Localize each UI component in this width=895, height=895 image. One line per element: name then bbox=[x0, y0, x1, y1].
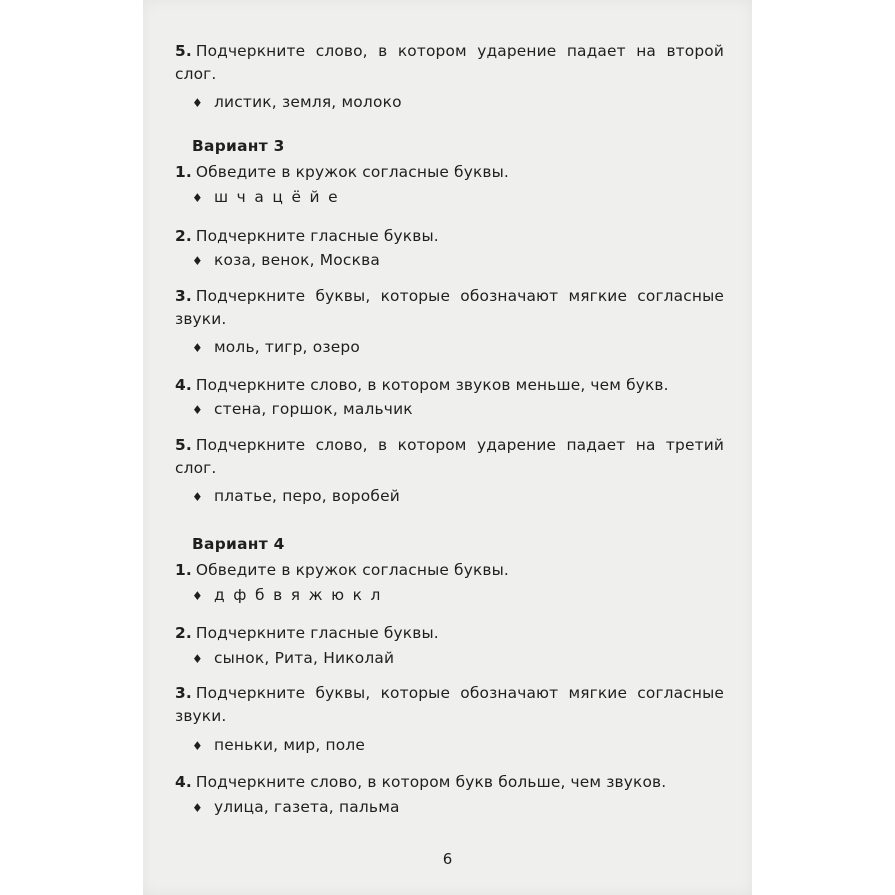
bullet-icon: ♦ bbox=[192, 652, 203, 666]
answer-line bbox=[192, 735, 365, 756]
bullet-icon: ♦ bbox=[192, 490, 203, 504]
task-text: Подчеркните слово, в котором ударение падает на третий слог. bbox=[175, 436, 724, 477]
task-top-5 bbox=[175, 40, 724, 86]
answer-text: листик, земля, молоко bbox=[214, 93, 402, 111]
task-v4-4 bbox=[175, 771, 724, 794]
task-number: 1. bbox=[175, 163, 192, 181]
task-v3-3 bbox=[175, 285, 724, 331]
bullet-icon: ♦ bbox=[192, 341, 203, 355]
workbook-page bbox=[143, 0, 752, 895]
variant-3-title: Вариант 3 bbox=[192, 137, 285, 155]
task-v4-2 bbox=[175, 622, 724, 645]
bullet-icon: ♦ bbox=[192, 191, 203, 205]
task-v4-1 bbox=[175, 559, 724, 582]
bullet-icon: ♦ bbox=[192, 801, 203, 815]
answer-text: дфбвяжюкл bbox=[214, 586, 389, 604]
task-text: Обведите в кружок согласные буквы. bbox=[195, 163, 509, 181]
bullet-icon: ♦ bbox=[192, 739, 203, 753]
answer-text: пеньки, мир, поле bbox=[214, 736, 366, 754]
task-text: Подчеркните гласные буквы. bbox=[195, 624, 439, 642]
answer-text: стена, горшок, мальчик bbox=[214, 400, 413, 418]
answer-text: улица, газета, пальма bbox=[214, 798, 400, 816]
task-text: Обведите в кружок согласные буквы. bbox=[195, 561, 509, 579]
task-v3-5 bbox=[175, 434, 724, 480]
answer-line bbox=[192, 250, 380, 271]
task-number: 5. bbox=[175, 436, 192, 454]
task-number: 1. bbox=[175, 561, 192, 579]
task-number: 4. bbox=[175, 773, 192, 791]
variant-4-title: Вариант 4 bbox=[192, 535, 285, 553]
answer-line bbox=[192, 337, 360, 358]
task-number: 5. bbox=[175, 42, 192, 60]
task-text: Подчеркните буквы, которые обозначают мягкие согласные звуки. bbox=[175, 684, 724, 725]
answer-text: коза, венок, Москва bbox=[214, 251, 380, 269]
task-v3-1 bbox=[175, 161, 724, 184]
bullet-icon: ♦ bbox=[192, 589, 203, 603]
answer-text: шчацёйе bbox=[214, 188, 347, 206]
task-text: Подчеркните буквы, которые обозначают мягкие согласные звуки. bbox=[175, 287, 724, 328]
answer-line bbox=[192, 797, 400, 818]
task-text: Подчеркните слово, в котором звуков меньше, чем букв. bbox=[195, 376, 669, 394]
answer-line bbox=[192, 399, 413, 420]
task-number: 3. bbox=[175, 684, 192, 702]
answer-line bbox=[192, 585, 389, 606]
task-text: Подчеркните слово, в котором букв больше, чем звуков. bbox=[195, 773, 667, 791]
answer-line bbox=[192, 486, 400, 507]
task-v3-2 bbox=[175, 225, 724, 248]
answer-line bbox=[192, 648, 394, 669]
answer-text: платье, перо, воробей bbox=[214, 487, 400, 505]
bullet-icon: ♦ bbox=[192, 403, 203, 417]
answer-text: моль, тигр, озеро bbox=[214, 338, 360, 356]
task-number: 4. bbox=[175, 376, 192, 394]
page-number: 6 bbox=[442, 850, 453, 868]
task-v4-3 bbox=[175, 682, 724, 728]
answer-text: сынок, Рита, Николай bbox=[214, 649, 395, 667]
bullet-icon: ♦ bbox=[192, 96, 203, 110]
task-v3-4 bbox=[175, 374, 724, 397]
task-text: Подчеркните гласные буквы. bbox=[195, 227, 439, 245]
task-number: 2. bbox=[175, 227, 192, 245]
task-text: Подчеркните слово, в котором ударение падает на второй слог. bbox=[175, 42, 724, 83]
answer-line bbox=[192, 187, 346, 208]
task-number: 3. bbox=[175, 287, 192, 305]
answer-line bbox=[192, 92, 402, 113]
bullet-icon: ♦ bbox=[192, 254, 203, 268]
task-number: 2. bbox=[175, 624, 192, 642]
